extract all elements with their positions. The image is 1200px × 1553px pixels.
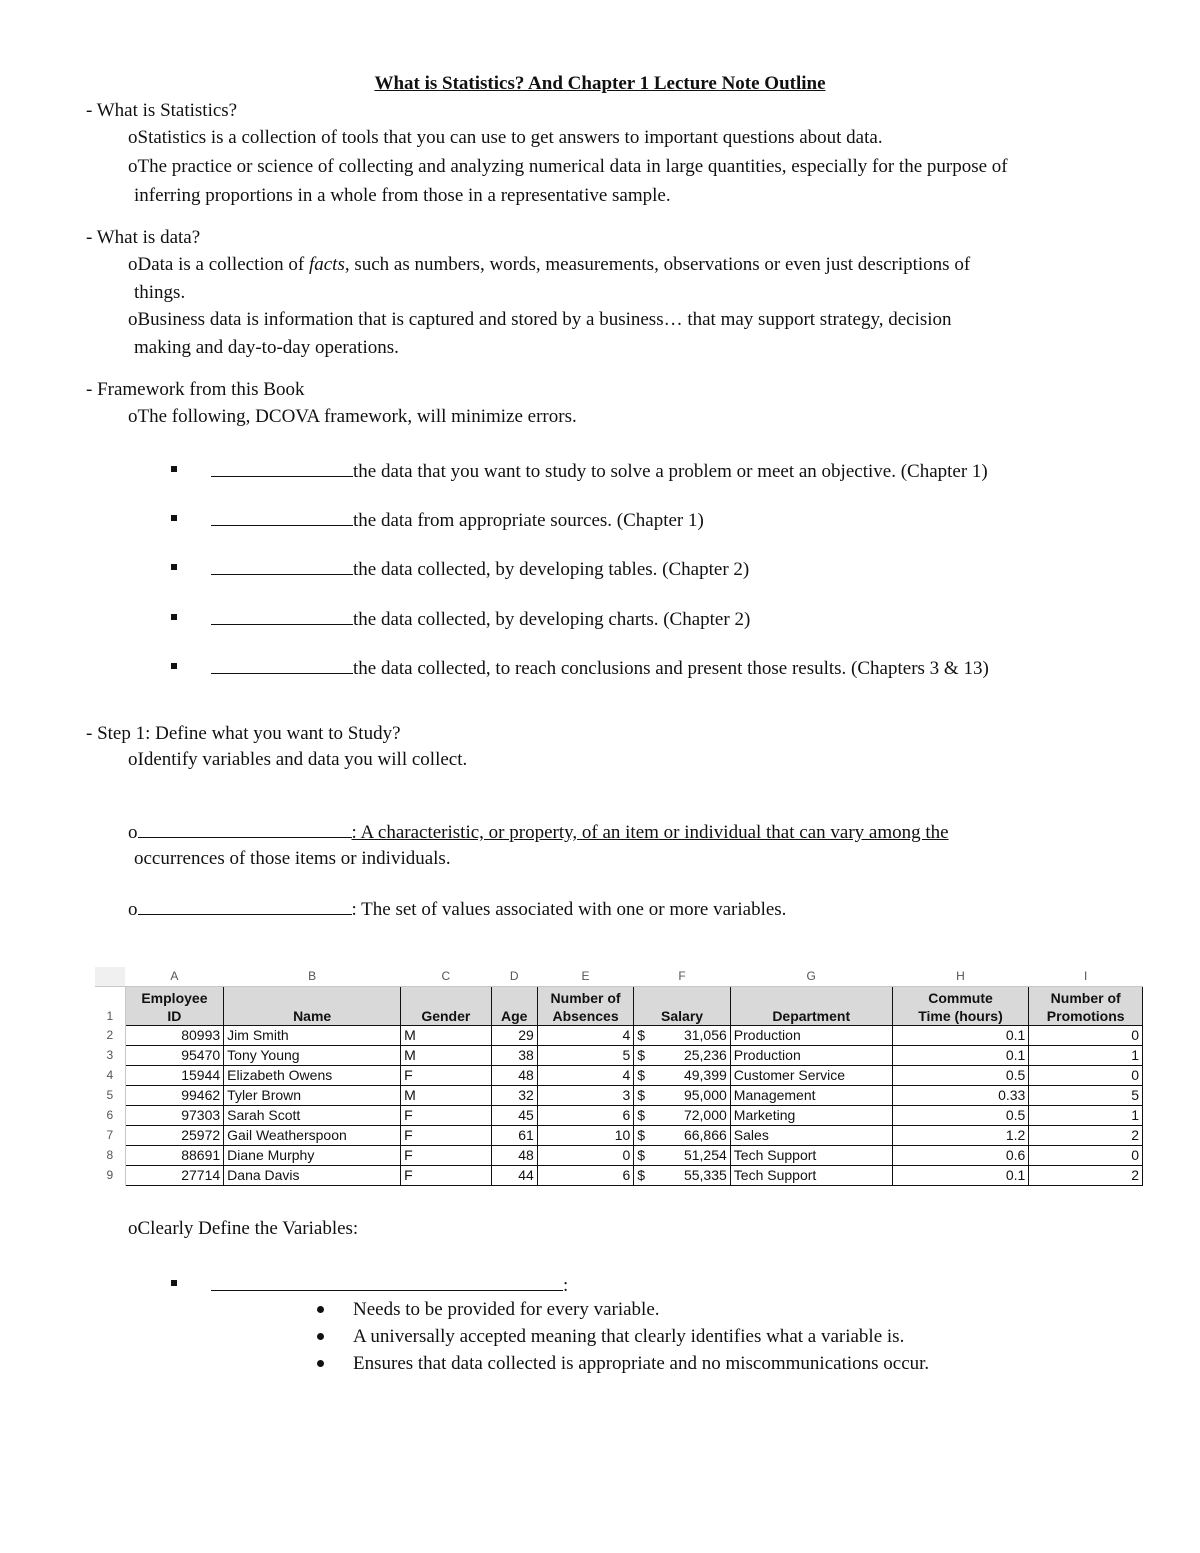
col-letter: D: [491, 967, 537, 987]
absences-cell[interactable]: 4: [537, 1066, 634, 1086]
fill-in-blank[interactable]: [211, 1274, 563, 1291]
fill-in-blank[interactable]: [211, 509, 353, 526]
row-number: 1: [95, 987, 125, 1026]
department-cell[interactable]: Production: [730, 1026, 892, 1046]
salary-value: 72,000: [683, 1107, 727, 1123]
header-line: ID: [167, 1008, 182, 1024]
col-letter: C: [401, 967, 491, 987]
currency-symbol: $: [637, 1127, 646, 1143]
table-row: [95, 1066, 1143, 1086]
gender-cell[interactable]: F: [401, 1126, 491, 1146]
bullet-stat-1: [128, 127, 883, 149]
bullet-text: Identify variables and data you will collect.: [137, 749, 468, 770]
header-line: Age: [500, 1008, 528, 1024]
salary-value: 95,000: [683, 1087, 727, 1103]
age-cell[interactable]: 48: [491, 1066, 537, 1086]
bullet-o-icon: o: [128, 406, 138, 427]
header-row: [95, 987, 1143, 1026]
commute-cell[interactable]: 0.5: [892, 1106, 1029, 1126]
promotions-cell[interactable]: 0: [1029, 1066, 1143, 1086]
table-row: [95, 1106, 1143, 1126]
currency-symbol: $: [637, 1167, 646, 1183]
promotions-cell[interactable]: 0: [1029, 1146, 1143, 1166]
dcova-item-collect: [211, 509, 704, 532]
absences-cell[interactable]: 10: [537, 1126, 634, 1146]
emp-id-cell[interactable]: 88691: [125, 1146, 224, 1166]
bullet-text: Statistics is a collection of tools that you can use to get answers to important questions about data.: [137, 127, 883, 148]
square-bullet-icon: [171, 1280, 177, 1286]
promotions-cell[interactable]: 2: [1029, 1166, 1143, 1186]
fill-in-blank[interactable]: [138, 821, 352, 838]
fill-in-blank[interactable]: [211, 558, 353, 575]
commute-cell[interactable]: 0.33: [892, 1086, 1029, 1106]
square-bullet-icon: [171, 614, 177, 620]
promotions-cell[interactable]: 1: [1029, 1046, 1143, 1066]
salary-cell[interactable]: [634, 1046, 731, 1066]
salary-cell[interactable]: [634, 1086, 731, 1106]
age-cell[interactable]: 48: [491, 1146, 537, 1166]
bullet-data-1-cont: things.: [134, 282, 186, 303]
table-row: [95, 1046, 1143, 1066]
bullet-stat-2: [128, 156, 1008, 178]
bullet-text-post: , such as numbers, words, measurements, observations or even just descriptions of: [344, 254, 971, 275]
bullet-text: Data is a collection of: [137, 254, 309, 275]
gender-cell[interactable]: F: [401, 1106, 491, 1126]
dash: -: [86, 723, 93, 744]
department-cell[interactable]: Tech Support: [730, 1166, 892, 1186]
col-letter: E: [537, 967, 634, 987]
column-letters-row: [95, 967, 1143, 987]
department-cell[interactable]: Tech Support: [730, 1146, 892, 1166]
row-number: 3: [95, 1046, 125, 1066]
absences-cell[interactable]: 6: [537, 1166, 634, 1186]
heading-text: What is data?: [96, 227, 201, 248]
dcova-text: the data from appropriate sources. (Chapter 1): [353, 510, 704, 531]
square-bullet-icon: [171, 663, 177, 669]
commute-cell[interactable]: 1.2: [892, 1126, 1029, 1146]
col-letter: G: [730, 967, 892, 987]
gender-cell[interactable]: F: [401, 1166, 491, 1186]
row-number: 2: [95, 1026, 125, 1046]
commute-cell[interactable]: 0.6: [892, 1146, 1029, 1166]
department-cell[interactable]: Sales: [730, 1126, 892, 1146]
header-gender: [401, 987, 491, 1026]
promotions-cell[interactable]: 5: [1029, 1086, 1143, 1106]
salary-wrap: [637, 1086, 727, 1105]
variable-definition: [128, 821, 949, 844]
name-cell[interactable]: Diane Murphy: [224, 1146, 401, 1166]
square-bullet-icon: [171, 515, 177, 521]
dcova-text: the data collected, by developing charts. (Chapter 2): [353, 609, 751, 630]
department-cell[interactable]: Management: [730, 1086, 892, 1106]
employee-table: [95, 967, 1143, 1186]
header-line: Promotions: [1046, 1008, 1125, 1024]
absences-cell[interactable]: 0: [537, 1146, 634, 1166]
dcova-item-visualize: [211, 608, 750, 631]
definition-text: : The set of values associated with one or more variables.: [351, 899, 787, 920]
col-letter: I: [1029, 967, 1143, 987]
header-line: Number of: [1050, 990, 1121, 1006]
fill-in-blank[interactable]: [211, 608, 353, 625]
name-cell[interactable]: Elizabeth Owens: [224, 1066, 401, 1086]
heading-text: Step 1: Define what you want to Study?: [97, 723, 401, 744]
promotions-cell[interactable]: 2: [1029, 1126, 1143, 1146]
bullet-stat-2-cont: inferring proportions in a whole from those in a representative sample.: [134, 185, 671, 206]
square-bullet-icon: [171, 466, 177, 472]
section-heading-framework: [86, 379, 304, 401]
framework-intro: [128, 406, 577, 428]
section-heading-step1: [86, 723, 401, 745]
section-heading-data: [86, 227, 200, 249]
name-cell[interactable]: Jim Smith: [224, 1026, 401, 1046]
bullet-o-icon: o: [128, 1218, 138, 1239]
heading-text: What is Statistics?: [96, 100, 238, 121]
salary-value: 55,335: [683, 1167, 727, 1183]
bullet-o-icon: o: [128, 156, 138, 177]
table-row: [95, 1146, 1143, 1166]
header-line: Salary: [661, 1008, 704, 1024]
sub-bullet: Needs to be provided for every variable.: [353, 1299, 660, 1320]
bullet-text: The practice or science of collecting and analyzing numerical data in large quantities, especially for the purpose of: [137, 156, 1008, 177]
emp-id-cell[interactable]: 15944: [125, 1066, 224, 1086]
header-commute: [892, 987, 1029, 1026]
header-department: [730, 987, 892, 1026]
currency-symbol: $: [637, 1067, 646, 1083]
salary-wrap: [637, 1166, 727, 1185]
emp-id-cell[interactable]: 80993: [125, 1026, 224, 1046]
table-row: [95, 1166, 1143, 1186]
dash: -: [86, 379, 93, 400]
header-line: Time (hours): [918, 1008, 1003, 1024]
salary-value: 31,056: [683, 1027, 727, 1043]
header-line: Absences: [552, 1008, 619, 1024]
emp-id-cell[interactable]: 99462: [125, 1086, 224, 1106]
operational-definition-blank: [211, 1274, 568, 1297]
commute-cell[interactable]: 0.1: [892, 1046, 1029, 1066]
currency-symbol: $: [637, 1147, 646, 1163]
age-cell[interactable]: 38: [491, 1046, 537, 1066]
header-line: Commute: [928, 990, 993, 1006]
bullet-o-icon: o: [128, 127, 138, 148]
col-letter: A: [125, 967, 224, 987]
gender-cell[interactable]: F: [401, 1146, 491, 1166]
col-letter: H: [892, 967, 1029, 987]
salary-cell[interactable]: [634, 1166, 731, 1186]
dcova-item-analyze: [211, 657, 989, 680]
bullet-text: Clearly Define the Variables:: [137, 1218, 359, 1239]
age-cell[interactable]: 29: [491, 1026, 537, 1046]
header-line: Gender: [421, 1008, 471, 1024]
round-bullet-icon: [317, 1333, 324, 1340]
col-letter: F: [634, 967, 731, 987]
table-row: [95, 1086, 1143, 1106]
header-line: Name: [293, 1008, 332, 1024]
absences-cell[interactable]: 3: [537, 1086, 634, 1106]
gender-cell[interactable]: M: [401, 1026, 491, 1046]
department-cell[interactable]: Marketing: [730, 1106, 892, 1126]
gender-cell[interactable]: M: [401, 1046, 491, 1066]
header-age: [491, 987, 537, 1026]
dcova-item-organize: [211, 558, 749, 581]
promotions-cell[interactable]: 1: [1029, 1106, 1143, 1126]
header-absences: [537, 987, 634, 1026]
salary-wrap: [637, 1066, 727, 1085]
row-number: 5: [95, 1086, 125, 1106]
salary-cell[interactable]: [634, 1126, 731, 1146]
fill-in-blank[interactable]: [211, 657, 353, 674]
salary-value: 66,866: [683, 1127, 727, 1143]
currency-symbol: $: [637, 1047, 646, 1063]
bullet-o-icon: o: [128, 899, 138, 920]
dcova-text: the data collected, by developing tables. (Chapter 2): [353, 559, 750, 580]
facts-italic: facts: [308, 254, 345, 275]
salary-cell[interactable]: [634, 1066, 731, 1086]
variable-definition-cont: occurrences of those items or individuals.: [134, 848, 451, 869]
salary-wrap: [637, 1146, 727, 1165]
row-number: 6: [95, 1106, 125, 1126]
salary-value: 51,254: [683, 1147, 727, 1163]
salary-value: 25,236: [683, 1047, 727, 1063]
table-row: [95, 1026, 1143, 1046]
name-cell[interactable]: Gail Weatherspoon: [224, 1126, 401, 1146]
absences-cell[interactable]: 4: [537, 1026, 634, 1046]
bullet-data-2: [128, 309, 952, 331]
col-letter: B: [224, 967, 401, 987]
gender-cell[interactable]: M: [401, 1086, 491, 1106]
bullet-o-icon: o: [128, 749, 138, 770]
header-line: Number of: [550, 990, 621, 1006]
salary-value: 49,399: [683, 1067, 727, 1083]
name-cell[interactable]: Tyler Brown: [224, 1086, 401, 1106]
age-cell[interactable]: 61: [491, 1126, 537, 1146]
colon: :: [563, 1275, 569, 1296]
department-cell[interactable]: Customer Service: [730, 1066, 892, 1086]
bullet-text: The following, DCOVA framework, will minimize errors.: [137, 406, 577, 427]
step1-identify: [128, 749, 467, 771]
header-line: Department: [772, 1008, 851, 1024]
age-cell[interactable]: 45: [491, 1106, 537, 1126]
bullet-text: Business data is information that is captured and stored by a business… that may support strategy, decision: [137, 309, 952, 330]
spreadsheet-image: [95, 967, 1143, 1183]
name-cell[interactable]: Sarah Scott: [224, 1106, 401, 1126]
salary-cell[interactable]: [634, 1146, 731, 1166]
sub-bullet: Ensures that data collected is appropriate and no miscommunications occur.: [353, 1353, 930, 1374]
salary-wrap: [637, 1026, 727, 1045]
absences-cell[interactable]: 6: [537, 1106, 634, 1126]
sheet-corner: [95, 967, 125, 987]
heading-text: Framework from this Book: [97, 379, 305, 400]
header-promotions: [1029, 987, 1143, 1026]
table-body: [95, 1026, 1143, 1186]
currency-symbol: $: [637, 1107, 646, 1123]
dcova-text: the data collected, to reach conclusions and present those results. (Chapters 3 & 13): [353, 658, 989, 679]
header-employee-id: [125, 987, 224, 1026]
header-line: Employee: [141, 990, 208, 1006]
name-cell[interactable]: Dana Davis: [224, 1166, 401, 1186]
definition-text: : A characteristic, or property, of an item or individual that can vary among the: [351, 822, 949, 843]
round-bullet-icon: [317, 1360, 324, 1367]
age-cell[interactable]: 32: [491, 1086, 537, 1106]
name-cell[interactable]: Tony Young: [224, 1046, 401, 1066]
header-name: [224, 987, 401, 1026]
row-number: 7: [95, 1126, 125, 1146]
emp-id-cell[interactable]: 97303: [125, 1106, 224, 1126]
row-number: 9: [95, 1166, 125, 1186]
sub-bullet: A universally accepted meaning that clearly identifies what a variable is.: [353, 1326, 905, 1347]
table-row: [95, 1126, 1143, 1146]
bullet-data-1: [128, 254, 970, 276]
emp-id-cell[interactable]: 95470: [125, 1046, 224, 1066]
currency-symbol: $: [637, 1087, 646, 1103]
salary-wrap: [637, 1126, 727, 1145]
bullet-data-2-cont: making and day-to-day operations.: [134, 337, 399, 358]
page-title: What is Statistics? And Chapter 1 Lecture Note Outline: [374, 73, 826, 94]
commute-cell[interactable]: 0.5: [892, 1066, 1029, 1086]
gender-cell[interactable]: F: [401, 1066, 491, 1086]
salary-wrap: [637, 1046, 727, 1065]
department-cell[interactable]: Production: [730, 1046, 892, 1066]
section-heading-statistics: [86, 100, 237, 122]
currency-symbol: $: [637, 1027, 646, 1043]
dash: -: [86, 100, 93, 121]
salary-cell[interactable]: [634, 1106, 731, 1126]
commute-cell[interactable]: 0.1: [892, 1166, 1029, 1186]
bullet-o-icon: o: [128, 822, 138, 843]
emp-id-cell[interactable]: 27714: [125, 1166, 224, 1186]
dash: -: [86, 227, 93, 248]
dcova-item-define: [211, 460, 988, 483]
square-bullet-icon: [171, 564, 177, 570]
data-definition: [128, 898, 786, 921]
dcova-text: the data that you want to study to solve a problem or meet an objective. (Chapter 1): [353, 461, 988, 482]
promotions-cell[interactable]: 0: [1029, 1026, 1143, 1046]
round-bullet-icon: [317, 1306, 324, 1313]
salary-wrap: [637, 1106, 727, 1125]
emp-id-cell[interactable]: 25972: [125, 1126, 224, 1146]
clearly-define: [128, 1218, 358, 1240]
absences-cell[interactable]: 5: [537, 1046, 634, 1066]
fill-in-blank[interactable]: [211, 460, 353, 477]
age-cell[interactable]: 44: [491, 1166, 537, 1186]
salary-cell[interactable]: [634, 1026, 731, 1046]
bullet-o-icon: o: [128, 254, 138, 275]
row-number: 4: [95, 1066, 125, 1086]
header-salary: [634, 987, 731, 1026]
bullet-o-icon: o: [128, 309, 138, 330]
fill-in-blank[interactable]: [138, 898, 352, 915]
row-number: 8: [95, 1146, 125, 1166]
commute-cell[interactable]: 0.1: [892, 1026, 1029, 1046]
